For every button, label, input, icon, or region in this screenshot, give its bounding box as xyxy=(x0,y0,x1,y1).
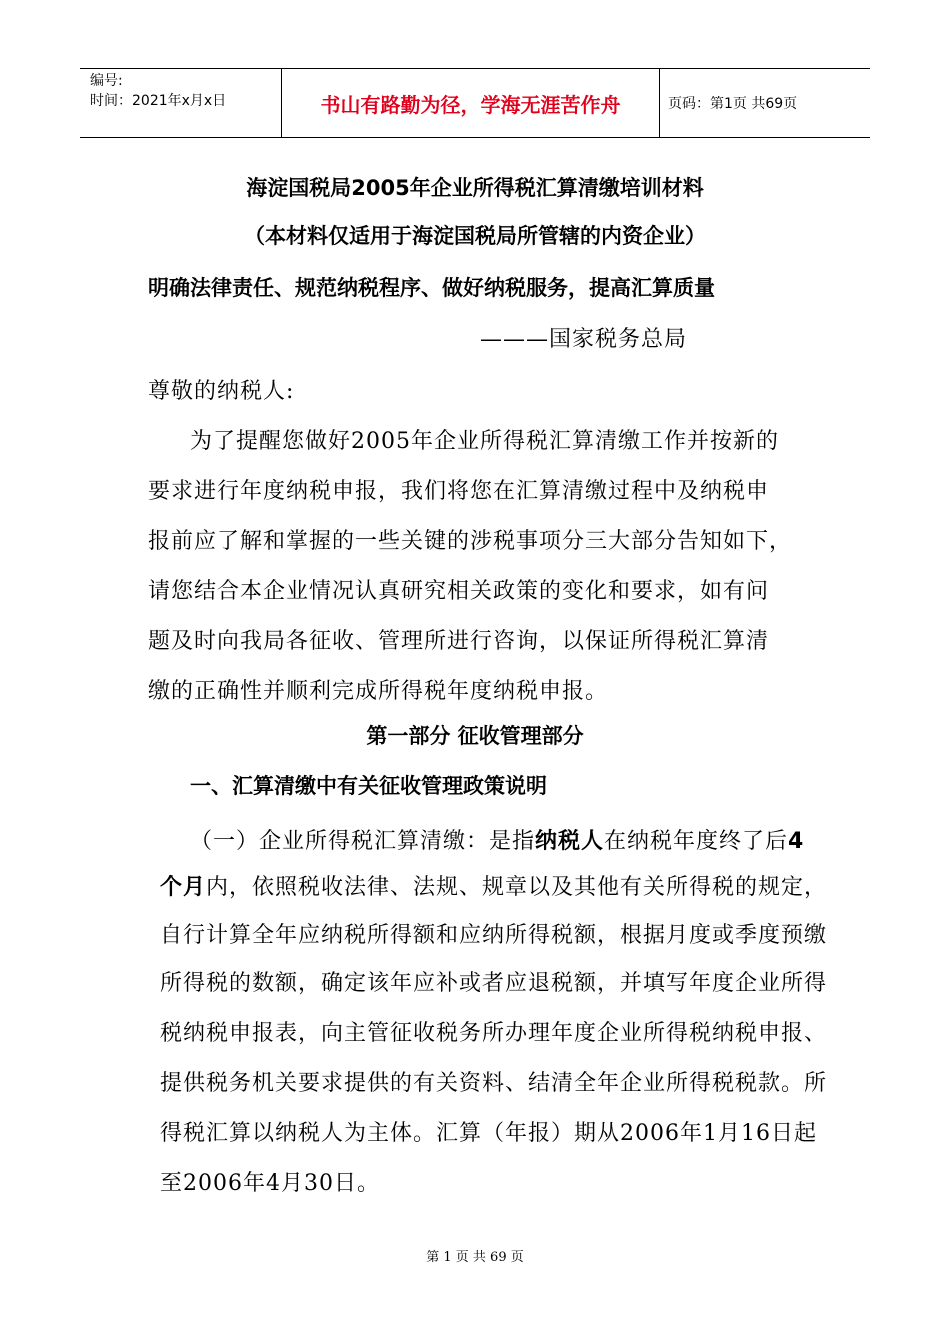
emphasis-span: 个月 xyxy=(160,875,207,900)
greeting: 尊敬的纳税人: xyxy=(148,379,295,404)
section-heading: 一、汇算清缴中有关征收管理政策说明 xyxy=(190,774,547,798)
paragraph-line: 至2006年4月30日。 xyxy=(160,1171,380,1196)
part-heading: 第一部分 征收管理部分 xyxy=(366,724,584,748)
intro-line: 缴的正确性并顺利完成所得税年度纳税申报。 xyxy=(148,679,609,704)
intro-line: 题及时向我局各征收、管理所进行咨询，以保证所得税汇算清 xyxy=(148,629,770,654)
time-label: 时间：2021年x月x日 xyxy=(90,93,227,109)
attribution: ———国家税务总局 xyxy=(480,327,688,352)
intro-line: 要求进行年度纳税申报，我们将您在汇算清缴过程中及纳税申 xyxy=(148,479,770,504)
intro-line: 报前应了解和掌握的一些关键的涉税事项分三大部分告知如下， xyxy=(148,529,793,554)
paragraph-line xyxy=(190,824,804,855)
motto: 书山有路勤为径，学海无涯苦作舟 xyxy=(282,69,660,137)
text-span: 内，依照税收法律、法规、规章以及其他有关所得税的规定， xyxy=(206,875,828,900)
slogan: 明确法律责任、规范纳税程序、做好纳税服务，提高汇算质量 xyxy=(148,276,715,300)
emphasis-span: 4 xyxy=(788,829,805,854)
intro-line: 为了提醒您做好2005年企业所得税汇算清缴工作并按新的 xyxy=(190,429,779,454)
paragraph-line: 自行计算全年应纳税所得额和应纳所得税额，根据月度或季度预缴 xyxy=(160,923,828,948)
document-subtitle: （本材料仅适用于海淀国税局所管辖的内资企业） xyxy=(244,224,706,248)
paragraph-line: 所得税的数额，确定该年应补或者应退税额，并填写年度企业所得 xyxy=(160,971,828,996)
text-span: （一）企业所得税汇算清缴：是指 xyxy=(190,829,536,854)
header-left-cell xyxy=(80,69,282,137)
emphasis-span: 纳税人 xyxy=(535,829,605,854)
page-footer: 第 1 页 共 69 页 xyxy=(426,1250,524,1265)
paragraph-line xyxy=(160,870,827,901)
paragraph-line: 税纳税申报表，向主管征收税务所办理年度企业所得税纳税申报、 xyxy=(160,1021,828,1046)
intro-line: 请您结合本企业情况认真研究相关政策的变化和要求，如有问 xyxy=(148,579,770,604)
header-table xyxy=(80,68,870,138)
number-label: 编号: xyxy=(90,73,123,89)
document-title: 海淀国税局2005年企业所得税汇算清缴培训材料 xyxy=(246,176,704,200)
paragraph-line: 提供税务机关要求提供的有关资料、结清全年企业所得税税款。所 xyxy=(160,1071,828,1096)
text-span: 在纳税年度终了后 xyxy=(604,829,789,854)
paragraph-line: 得税汇算以纳税人为主体。汇算（年报）期从2006年1月16日起 xyxy=(160,1121,817,1146)
page-info: 页码：第1页 共69页 xyxy=(668,96,798,112)
